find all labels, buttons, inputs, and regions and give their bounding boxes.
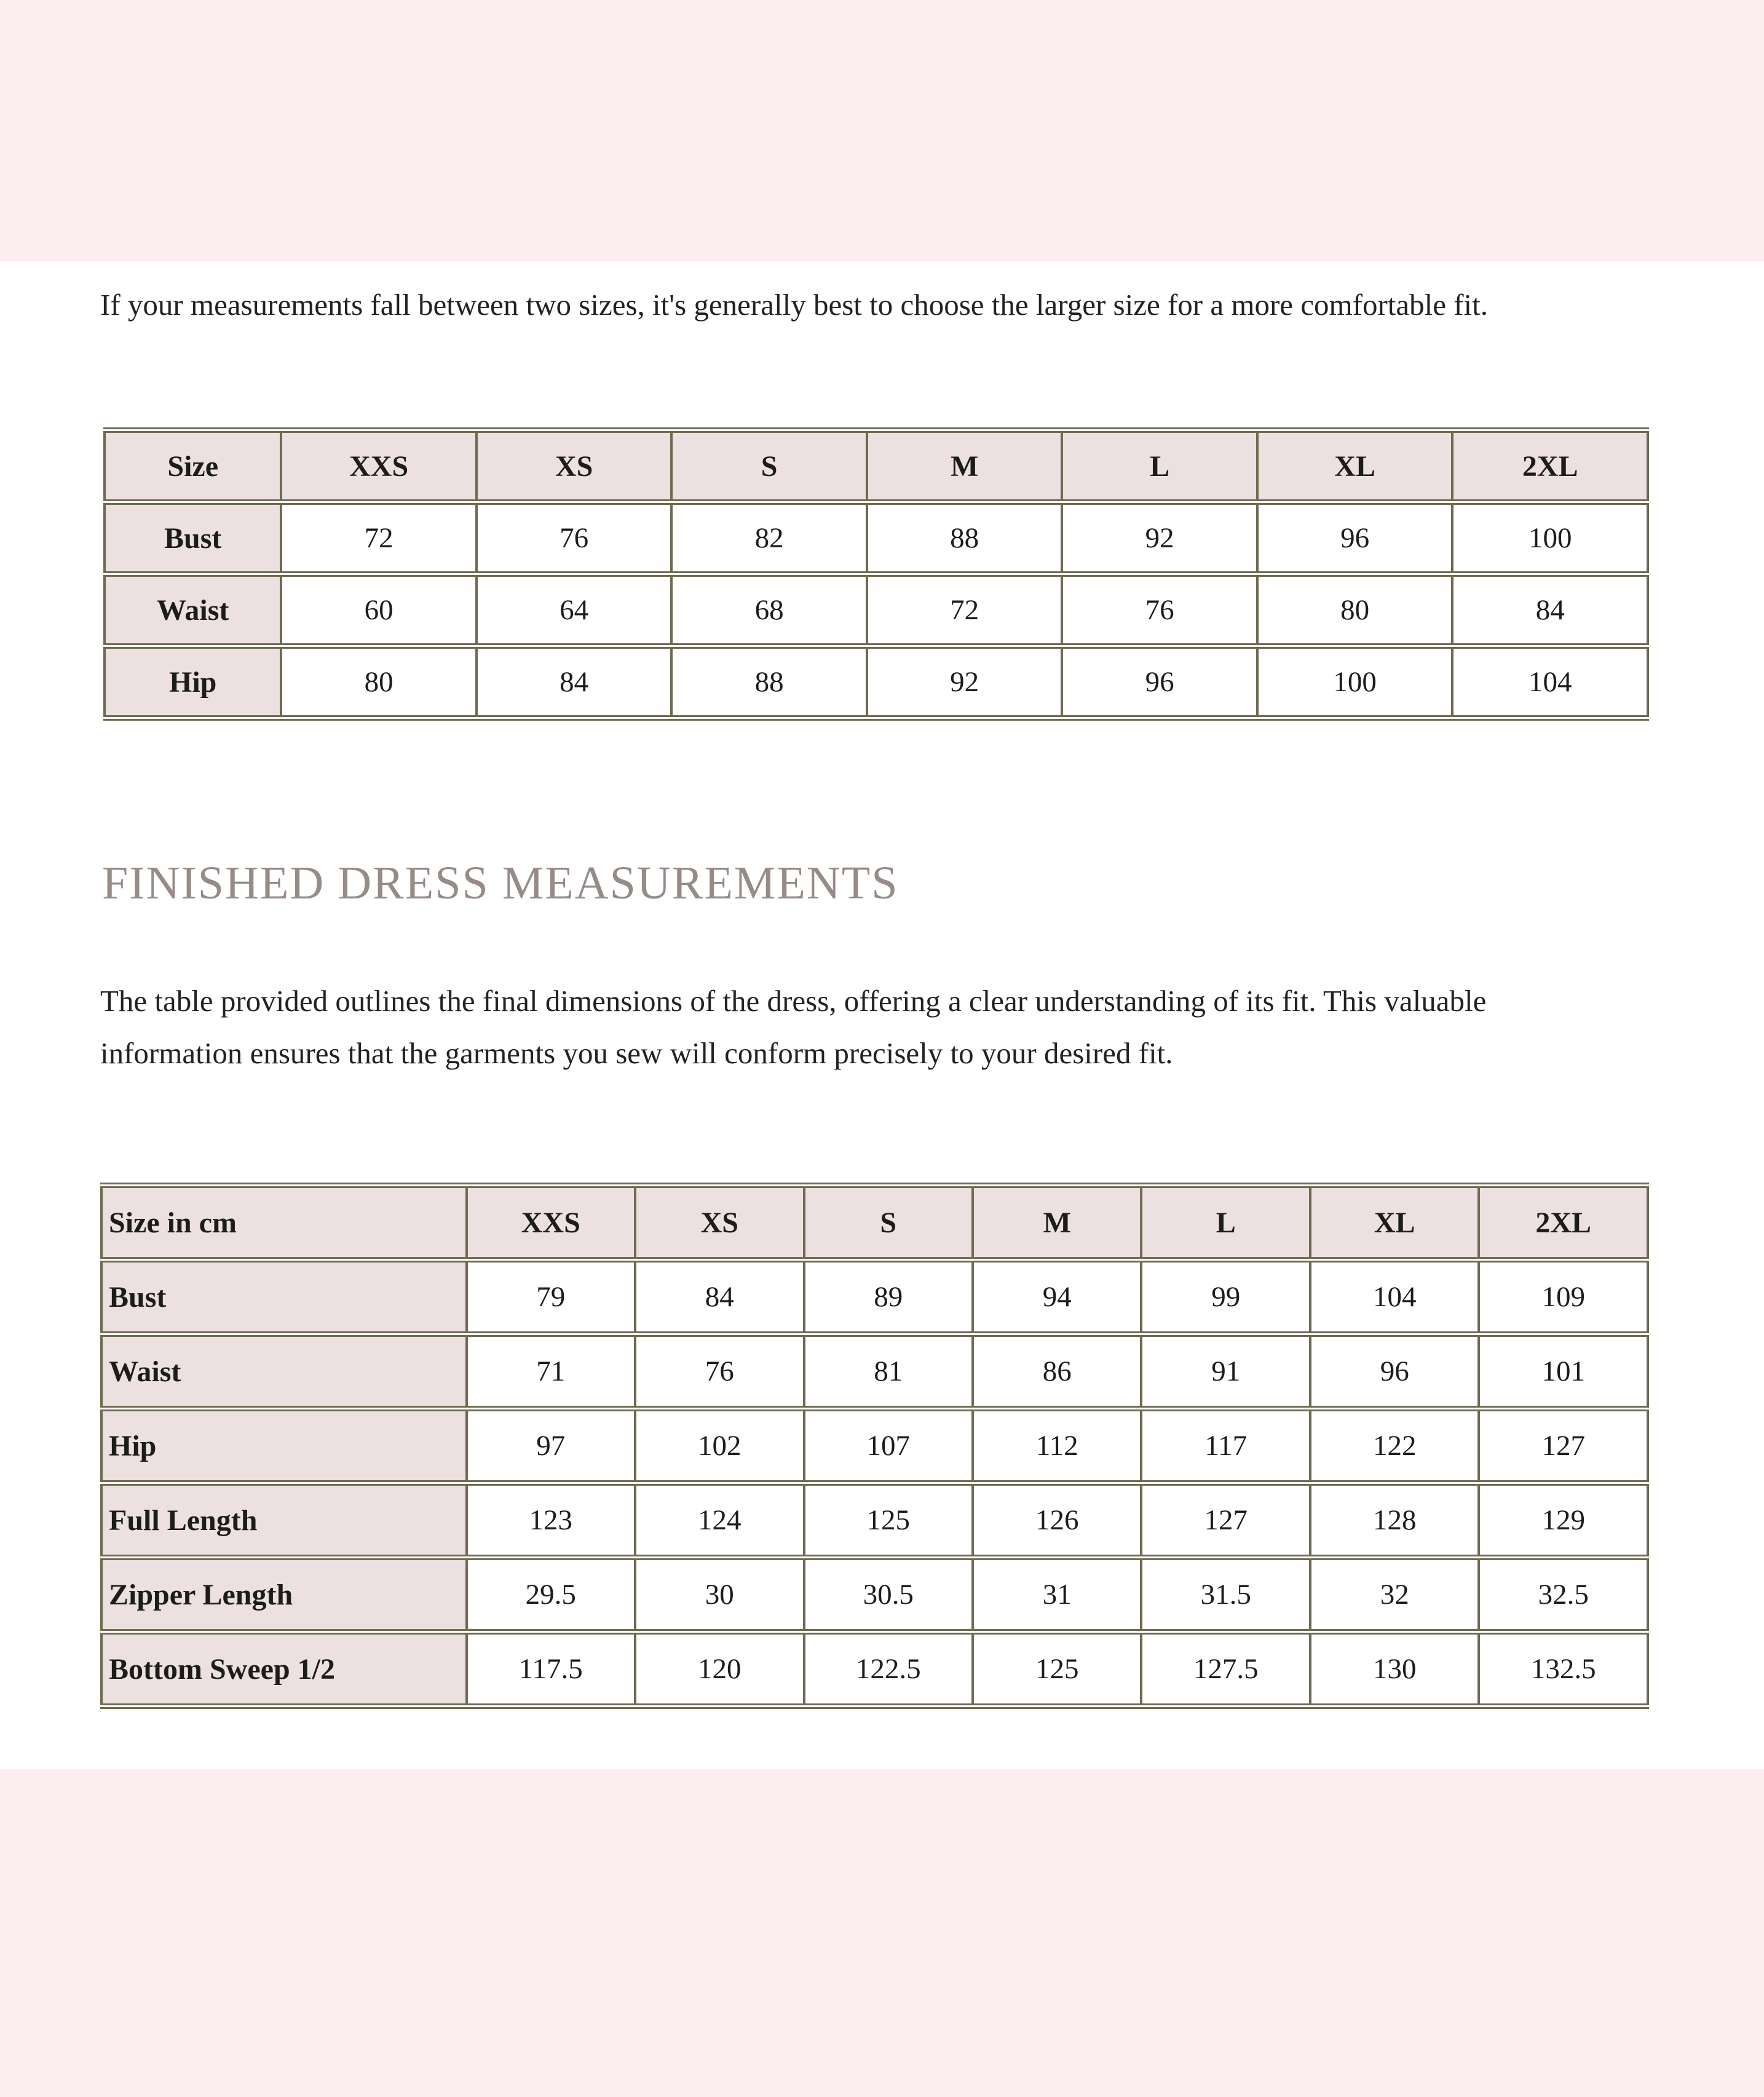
- table-cell: 120: [635, 1632, 804, 1707]
- table-cell: 84: [477, 646, 672, 718]
- table-row-full-length: [101, 1483, 1648, 1558]
- table-cell: 130: [1310, 1632, 1479, 1707]
- table-cell: 31: [973, 1558, 1141, 1632]
- table-cell: 79: [467, 1260, 635, 1334]
- table-row-waist: [105, 574, 1648, 646]
- table-cell: 122.5: [804, 1632, 973, 1707]
- table-cell: 32.5: [1479, 1558, 1648, 1632]
- table-row-bust: [105, 502, 1648, 574]
- table-row-zipper-length: [101, 1558, 1648, 1632]
- table-cell: 96: [1310, 1334, 1479, 1409]
- table-cell: 104: [1452, 646, 1648, 718]
- table-cell: 100: [1257, 646, 1453, 718]
- row-label: Bottom Sweep 1/2: [101, 1632, 467, 1707]
- table-cell: 32: [1310, 1558, 1479, 1632]
- header-cell-m: M: [973, 1186, 1141, 1260]
- table-cell: 117.5: [467, 1632, 635, 1707]
- header-cell-xxs: XXS: [281, 430, 477, 502]
- header-cell-l: L: [1141, 1186, 1310, 1260]
- header-cell-s: S: [804, 1186, 973, 1260]
- header-cell-xl: XL: [1257, 430, 1453, 502]
- table-cell: 82: [671, 502, 867, 574]
- header-cell-xs: XS: [477, 430, 672, 502]
- table-cell: 97: [467, 1409, 635, 1483]
- header-cell-2xl: 2XL: [1479, 1186, 1648, 1260]
- table-row-hip: [105, 646, 1648, 718]
- table-cell: 117: [1141, 1409, 1310, 1483]
- finished-measurements-paragraph: The table provided outlines the final dimensions of the dress, offering a clear understanding of its fit. This valuable information ensures that the garments you sew will conform precisely to your desired fit.: [100, 984, 1487, 1070]
- table-cell: 94: [973, 1260, 1141, 1334]
- table-cell: 29.5: [467, 1558, 635, 1632]
- table-cell: 123: [467, 1483, 635, 1558]
- table-row-bust: [101, 1260, 1648, 1334]
- table-cell: 128: [1310, 1483, 1479, 1558]
- table-cell: 64: [477, 574, 672, 646]
- row-label: Zipper Length: [101, 1558, 467, 1632]
- table-cell: 104: [1310, 1260, 1479, 1334]
- row-label: Bust: [101, 1260, 467, 1334]
- header-cell-s: S: [671, 430, 867, 502]
- table-cell: 96: [1062, 646, 1257, 718]
- table-cell: 124: [635, 1483, 804, 1558]
- table-cell: 132.5: [1479, 1632, 1648, 1707]
- table-cell: 89: [804, 1260, 973, 1334]
- table-cell: 101: [1479, 1334, 1648, 1409]
- header-cell-size: Size: [105, 430, 281, 502]
- row-label: Waist: [105, 574, 281, 646]
- table-cell: 76: [477, 502, 672, 574]
- table-cell: 99: [1141, 1260, 1310, 1334]
- table-cell: 92: [867, 646, 1062, 718]
- table-cell: 126: [973, 1483, 1141, 1558]
- table-cell: 92: [1062, 502, 1257, 574]
- header-cell-size-in-cm: Size in cm: [101, 1186, 467, 1260]
- row-label: Full Length: [101, 1483, 467, 1558]
- table-cell: 88: [867, 502, 1062, 574]
- table-cell: 107: [804, 1409, 973, 1483]
- table-header-row: [101, 1186, 1648, 1260]
- content-area: [0, 261, 1764, 1769]
- header-cell-2xl: 2XL: [1452, 430, 1648, 502]
- header-cell-m: M: [867, 430, 1062, 502]
- table-cell: 127.5: [1141, 1632, 1310, 1707]
- table-cell: 30.5: [804, 1558, 973, 1632]
- header-cell-xxs: XXS: [467, 1186, 635, 1260]
- row-label: Bust: [105, 502, 281, 574]
- table-cell: 60: [281, 574, 477, 646]
- table-cell: 80: [1257, 574, 1453, 646]
- section-heading: FINISHED DRESS MEASUREMENTS: [102, 857, 899, 909]
- table-row-bottom-sweep: [101, 1632, 1648, 1707]
- table-cell: 112: [973, 1409, 1141, 1483]
- table-cell: 127: [1479, 1409, 1648, 1483]
- table-cell: 80: [281, 646, 477, 718]
- table-cell: 31.5: [1141, 1558, 1310, 1632]
- table-row-hip: [101, 1409, 1648, 1483]
- table-cell: 76: [1062, 574, 1257, 646]
- table-cell: 76: [635, 1334, 804, 1409]
- row-label: Hip: [101, 1409, 467, 1483]
- table-cell: 88: [671, 646, 867, 718]
- row-label: Hip: [105, 646, 281, 718]
- table-cell: 72: [867, 574, 1062, 646]
- header-cell-xs: XS: [635, 1186, 804, 1260]
- body-measurements-table: [103, 427, 1649, 721]
- table-cell: 30: [635, 1558, 804, 1632]
- finished-measurements-table: [100, 1183, 1649, 1709]
- header-cell-l: L: [1062, 430, 1257, 502]
- top-pink-band: [0, 0, 1764, 261]
- table-cell: 81: [804, 1334, 973, 1409]
- intro-paragraph: If your measurements fall between two sizes, it's generally best to choose the larger size for a more comfortable fit.: [100, 288, 1489, 322]
- table-row-waist: [101, 1334, 1648, 1409]
- table-cell: 71: [467, 1334, 635, 1409]
- table-cell: 122: [1310, 1409, 1479, 1483]
- header-cell-xl: XL: [1310, 1186, 1479, 1260]
- row-label: Waist: [101, 1334, 467, 1409]
- table-cell: 125: [804, 1483, 973, 1558]
- table-cell: 68: [671, 574, 867, 646]
- table-cell: 100: [1452, 502, 1648, 574]
- table-cell: 91: [1141, 1334, 1310, 1409]
- table-cell: 72: [281, 502, 477, 574]
- table-cell: 125: [973, 1632, 1141, 1707]
- table-cell: 84: [635, 1260, 804, 1334]
- table-header-row: [105, 430, 1648, 502]
- table-cell: 127: [1141, 1483, 1310, 1558]
- bottom-pink-band: [0, 1769, 1764, 2097]
- table-cell: 86: [973, 1334, 1141, 1409]
- table-cell: 109: [1479, 1260, 1648, 1334]
- table-cell: 84: [1452, 574, 1648, 646]
- table-cell: 96: [1257, 502, 1453, 574]
- table-cell: 102: [635, 1409, 804, 1483]
- table-cell: 129: [1479, 1483, 1648, 1558]
